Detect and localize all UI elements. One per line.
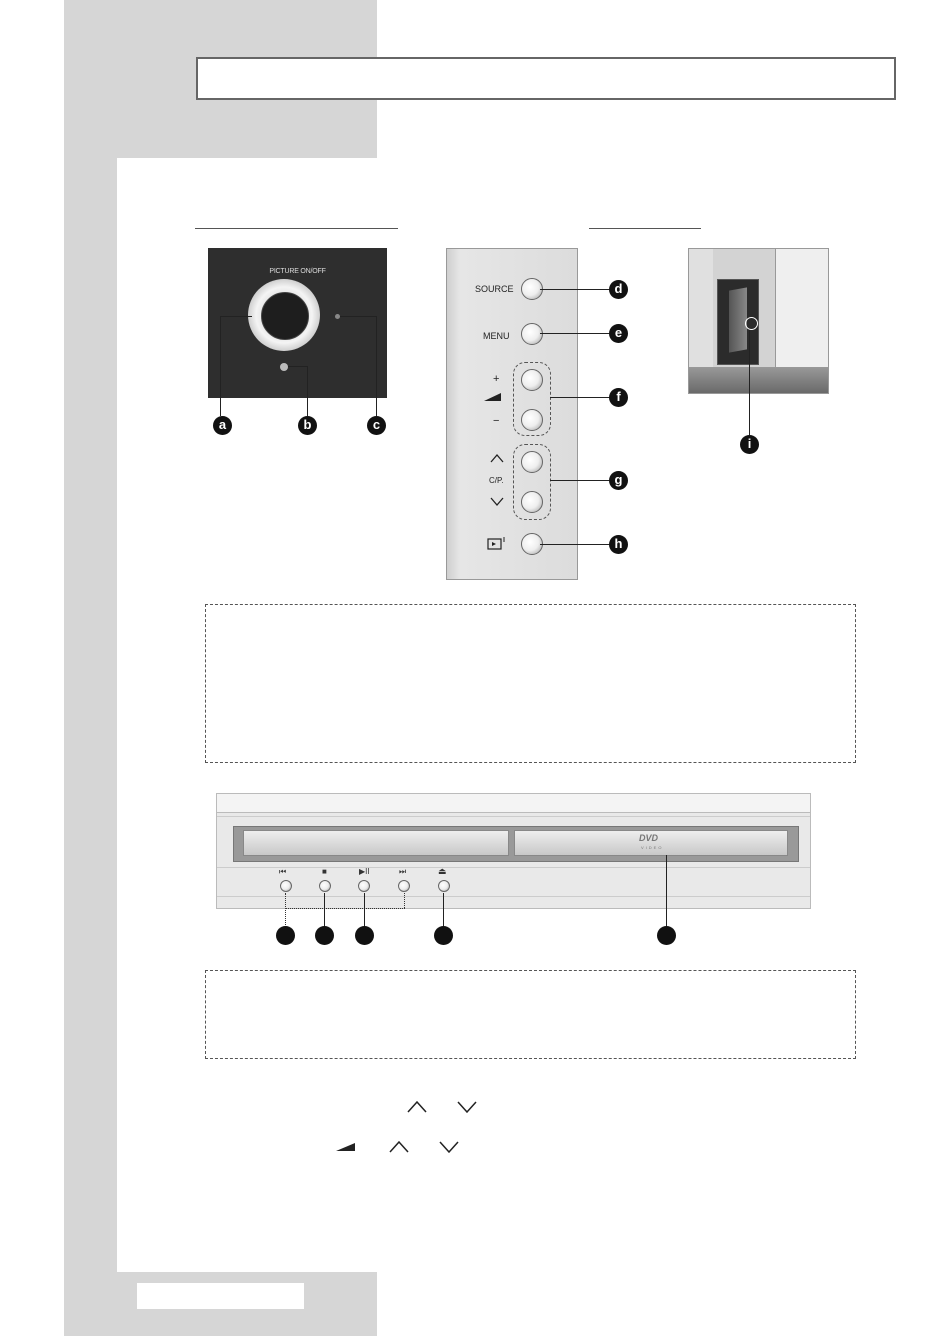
- leader-a-h: [220, 316, 252, 317]
- minus-label: −: [493, 415, 500, 427]
- eject-icon: ⏏: [438, 866, 447, 876]
- chevron-down-icon: [439, 1141, 459, 1153]
- front-panel-image: [208, 248, 387, 398]
- callout-dvd-2: [315, 926, 334, 945]
- leader-b-h: [288, 366, 308, 367]
- channel-up-button: [521, 451, 543, 473]
- note-box-1: [205, 604, 856, 763]
- leader-g: [550, 480, 610, 481]
- leader-a-v: [220, 316, 221, 416]
- stop-icon: ■: [322, 867, 327, 876]
- skip-back-icon: ⏮: [279, 867, 287, 876]
- section-line-left: [195, 228, 398, 229]
- cp-label: C/P.: [489, 476, 504, 485]
- leader-i: [749, 330, 750, 435]
- leader-dvd-eject: [443, 893, 444, 927]
- callout-g: g: [609, 471, 628, 490]
- skip-forward-button: [398, 880, 410, 892]
- callout-b: b: [298, 416, 317, 435]
- page-number-box: [137, 1283, 304, 1309]
- volume-down-button: [521, 409, 543, 431]
- channel-down-button: [521, 491, 543, 513]
- side-control-panel-image: [446, 248, 578, 580]
- section-line-right: [589, 228, 701, 229]
- dvd-logo-sub: VIDEO: [641, 845, 664, 850]
- chevron-down-icon: [490, 497, 504, 506]
- dvd-logo: DVD: [639, 833, 659, 843]
- remote-sensor: [280, 363, 288, 371]
- dvd-button-group-line: [285, 908, 405, 909]
- chevron-down-icon: [457, 1101, 477, 1113]
- disc-tray: [514, 830, 788, 856]
- dvd-front-panel-image: [216, 793, 811, 909]
- menu-label: MENU: [483, 331, 510, 341]
- play-pause-button: [358, 880, 370, 892]
- volume-icon: [336, 1143, 355, 1151]
- chevron-up-icon: [407, 1101, 427, 1113]
- callout-d: d: [609, 280, 628, 299]
- callout-f: f: [609, 388, 628, 407]
- callout-dvd-1: [276, 926, 295, 945]
- volume-up-button: [521, 369, 543, 391]
- menu-button: [521, 323, 543, 345]
- callout-dvd-4: [434, 926, 453, 945]
- leader-e: [540, 333, 610, 334]
- leader-b-v: [307, 366, 308, 416]
- callout-a: a: [213, 416, 232, 435]
- leader-c-h: [340, 316, 376, 317]
- leader-dvd-stop: [324, 893, 325, 927]
- volume-icon: [484, 393, 501, 401]
- picture-on-off-label: PICTURE ON/OFF: [269, 268, 326, 275]
- picture-on-off-button: [248, 279, 320, 351]
- dvd-button-group-right: [404, 893, 405, 908]
- callout-dvd-5: [657, 926, 676, 945]
- leader-dvd-play: [364, 893, 365, 927]
- chevron-up-icon: [389, 1141, 409, 1153]
- dvd-button-group-left: [285, 893, 286, 927]
- plus-label: +: [493, 373, 500, 385]
- title-box: [196, 57, 896, 100]
- leader-f: [550, 397, 610, 398]
- leader-h: [540, 544, 610, 545]
- skip-forward-icon: ⏭: [399, 867, 407, 876]
- eject-button: [438, 880, 450, 892]
- chevron-up-icon: [490, 454, 504, 463]
- leader-c-v: [376, 316, 377, 416]
- stop-button: [319, 880, 331, 892]
- power-switch-image: [688, 248, 829, 394]
- play-pause-icon: ▶II: [359, 867, 370, 876]
- callout-h: h: [609, 535, 628, 554]
- enter-icon: [487, 536, 507, 550]
- callout-e: e: [609, 324, 628, 343]
- callout-i: i: [740, 435, 759, 454]
- leader-dvd-tray: [666, 855, 667, 927]
- disc-slot-left: [243, 830, 509, 856]
- note-box-2: [205, 970, 856, 1059]
- leader-d: [540, 289, 610, 290]
- skip-back-button: [280, 880, 292, 892]
- power-switch-marker: [745, 317, 758, 330]
- callout-dvd-3: [355, 926, 374, 945]
- callout-c: c: [367, 416, 386, 435]
- source-label: SOURCE: [475, 284, 514, 294]
